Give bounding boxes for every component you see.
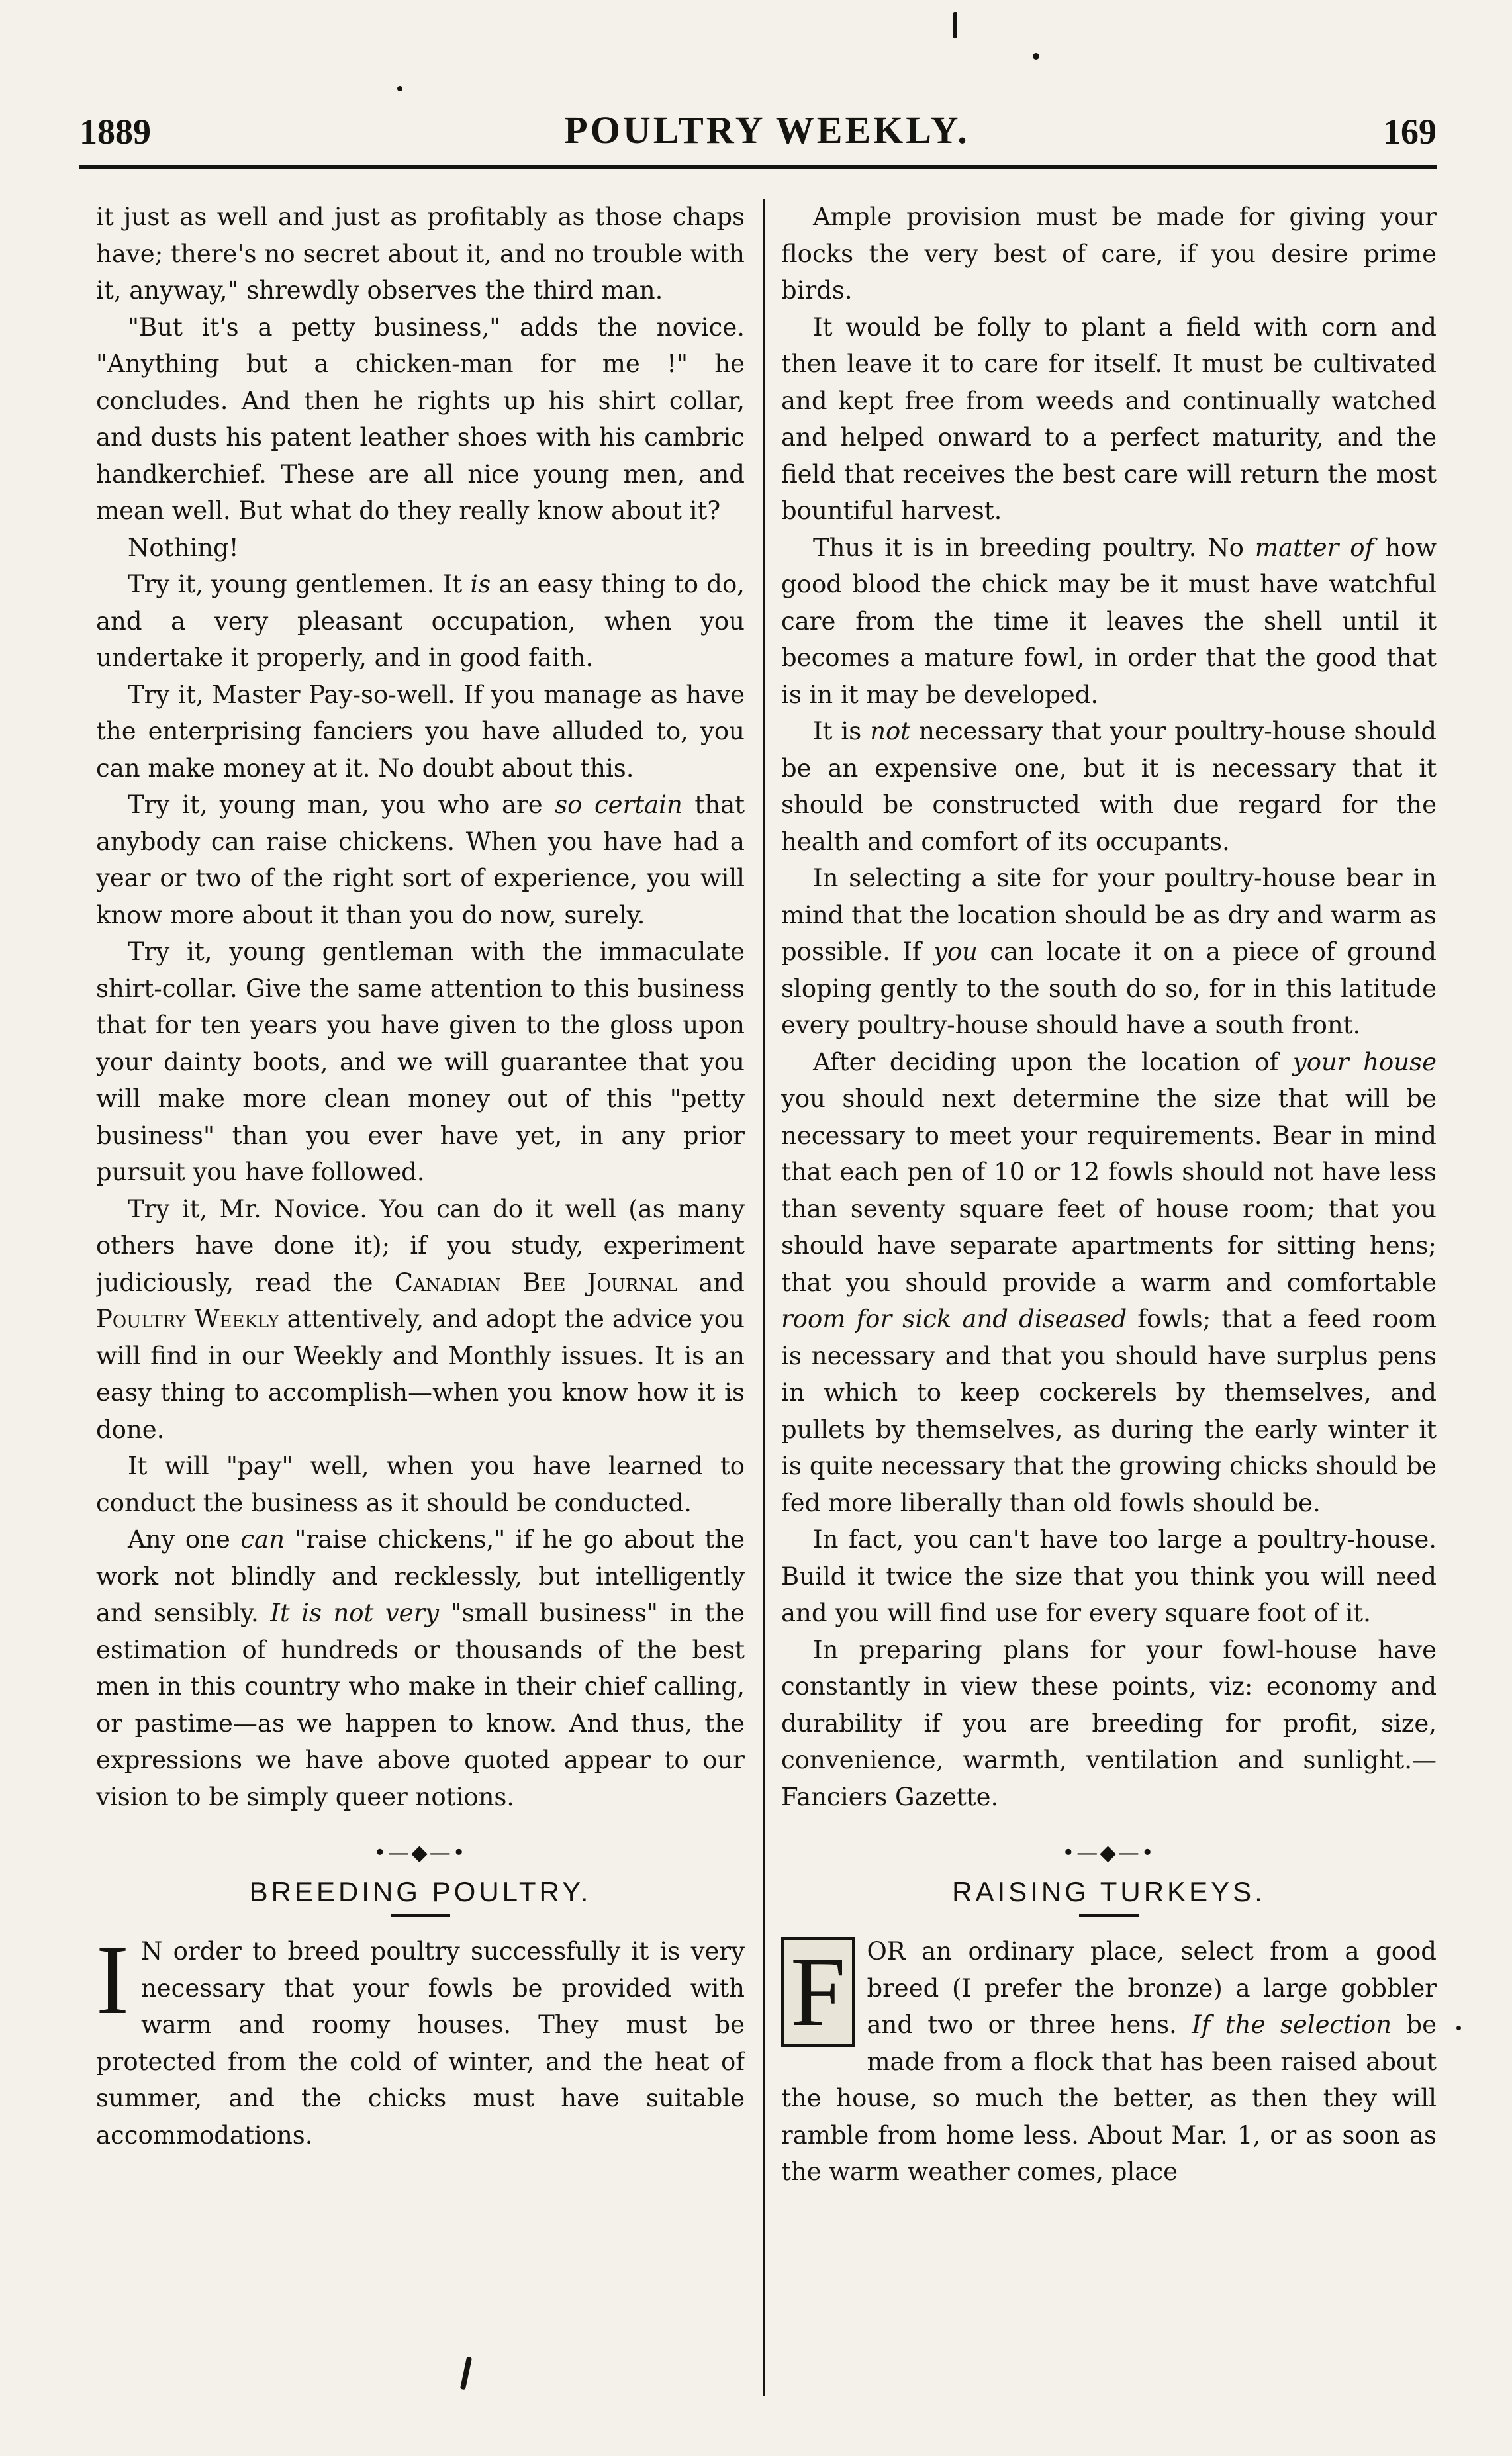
publication-title: POULTRY WEEKLY. xyxy=(564,109,970,152)
scan-speck xyxy=(1456,2026,1461,2030)
drop-cap-letter: F xyxy=(781,1937,855,2047)
section-ornament: •—◆—• xyxy=(1062,1840,1156,1865)
section-title-breeding-poultry: BREEDING POULTRY. xyxy=(249,1876,592,1907)
article-paragraph: OR an ordinary place, select from a good breed (I prefer the bronze) a large gobbler and two or three hens. If the selection be made from a flock that has been raised about the house, so much the better, as then they will ramble from home less. About Mar. 1, or as soon as the warm weather comes, place xyxy=(781,1937,1437,2186)
title-underline xyxy=(391,1914,450,1917)
page-header xyxy=(79,93,1437,152)
article-paragraph: It is not necessary that your poultry-house should be an expensive one, but it is necessary that it should be constructed with due regard for the health and comfort of its occupants. xyxy=(781,717,1437,856)
scan-speck xyxy=(953,12,957,38)
article-paragraph: Try it, Master Pay-so-well. If you manage as have the enterprising fanciers you have alluded to, you can make money at it. No doubt about this. xyxy=(96,680,745,782)
article-paragraph: N order to breed poultry successfully it is very necessary that your fowls be provided with warm and roomy houses. They must be protected from the cold of winter, and the heat of summer, and the chicks must have suitable accommodations. xyxy=(96,1937,745,2149)
article-paragraph: it just as well and just as profitably as those chaps have; there's no secret about it, and no trouble with it, anyway," shrewdly observes the third man. xyxy=(96,203,745,305)
right-column xyxy=(781,199,1437,2403)
breeding-intro xyxy=(96,1925,745,2153)
scan-speck xyxy=(397,86,402,91)
article-paragraph: In preparing plans for your fowl-house have constantly in view these points, viz: economy and durability if you are breeding for profit, size, convenience, warmth, ventilation and sunlight.—Fanciers Gazette. xyxy=(781,1635,1437,1811)
section-ornament: •—◆—• xyxy=(373,1840,467,1865)
header-year: 1889 xyxy=(79,112,151,152)
article-paragraph: It will "pay" well, when you have learned to conduct the business as it should be conducted. xyxy=(96,1452,745,1517)
left-column xyxy=(96,199,745,2403)
scan-speck xyxy=(1033,53,1039,60)
article-paragraph: It would be folly to plant a field with corn and then leave it to care for itself. It must be cultivated and kept free from weeds and continually watched and helped onward to a perfect maturity, and the field that receives the best care will return the most bountiful harvest. xyxy=(781,312,1437,525)
article-paragraph: Thus it is in breeding poultry. No matter of how good blood the chick may be it must have watchful care from the time it leaves the shell until it becomes a mature fowl, in order that the good that is in it may be developed. xyxy=(781,533,1437,709)
turkeys-intro xyxy=(781,1933,1437,2191)
article-paragraph: In selecting a site for your poultry-house bear in mind that the location should be as dry and warm as possible. If you can locate it on a piece of ground sloping gently to the south do so, for in this latitude every poultry-house should have a south front. xyxy=(781,864,1437,1039)
title-underline xyxy=(1079,1914,1139,1917)
article-paragraph: Any one can "raise chickens," if he go about the work not blindly and recklessly, but intelligently and sensibly. It is not very "small business" in the estimation of hundreds or thousands of the best men in this country who make in their chief calling, or pastime—as we happen to know. And thus, the expressions we have above quoted appear to our vision to be simply queer notions. xyxy=(96,1525,745,1811)
page-number: 169 xyxy=(1382,112,1437,152)
drop-cap-letter: I xyxy=(96,1925,129,2035)
article-paragraph: Try it, Mr. Novice. You can do it well (as many others have done it); if you study, experiment judiciously, read the Canadian Bee Journal and Poultry Weekly attentively, and adopt the advice you will find in our Weekly and Monthly issues. It is an easy thing to accomplish—when you know how it is done. xyxy=(96,1194,745,1444)
article-paragraph: Nothing! xyxy=(128,533,239,562)
column-divider xyxy=(763,199,765,2396)
section-title-raising-turkeys: RAISING TURKEYS. xyxy=(952,1876,1266,1907)
article-paragraph: Try it, young man, you who are so certain that anybody can raise chickens. When you have had a year or two of the right sort of experience, you will know more about it than you do now, surely. xyxy=(96,790,745,929)
article-paragraph: Ample provision must be made for giving your flocks the very best of care, if you desire prime birds. xyxy=(781,203,1437,305)
article-paragraph: Try it, young gentleman with the immaculate shirt-collar. Give the same attention to this business that for ten years you have given to the gloss upon your dainty boots, and we will guarantee that you will make more clean money out of this "petty business" than you ever have yet, in any prior pursuit you have followed. xyxy=(96,937,745,1186)
article-paragraph: "But it's a petty business," adds the novice. "Anything but a chicken-man for me !" he concludes. And then he rights up his shirt collar, and dusts his patent leather shoes with his cambric handkerchief. These are all nice young men, and mean well. But what do they really know about it? xyxy=(96,312,745,525)
article-paragraph: After deciding upon the location of your house you should next determine the size that will be necessary to meet your requirements. Bear in mind that each pen of 10 or 12 fowls should not have less than seventy square feet of house room; that you should have separate apartments for sitting hens; that you should provide a warm and comfortable room for sick and diseased fowls; that a feed room is necessary and that you should have surplus pens in which to keep cockerels by themselves, and pullets by themselves, as during the early winter it is quite necessary that the growing chicks should be fed more liberally than old fowls should be. xyxy=(781,1047,1437,1517)
article-paragraph: In fact, you can't have too large a poultry-house. Build it twice the size that you think you will need and you will find use for every square foot of it. xyxy=(781,1525,1437,1627)
header-rule xyxy=(79,165,1437,169)
article-paragraph: Try it, young gentlemen. It is an easy thing to do, and a very pleasant occupation, when you undertake it properly, and in good faith. xyxy=(96,570,745,672)
